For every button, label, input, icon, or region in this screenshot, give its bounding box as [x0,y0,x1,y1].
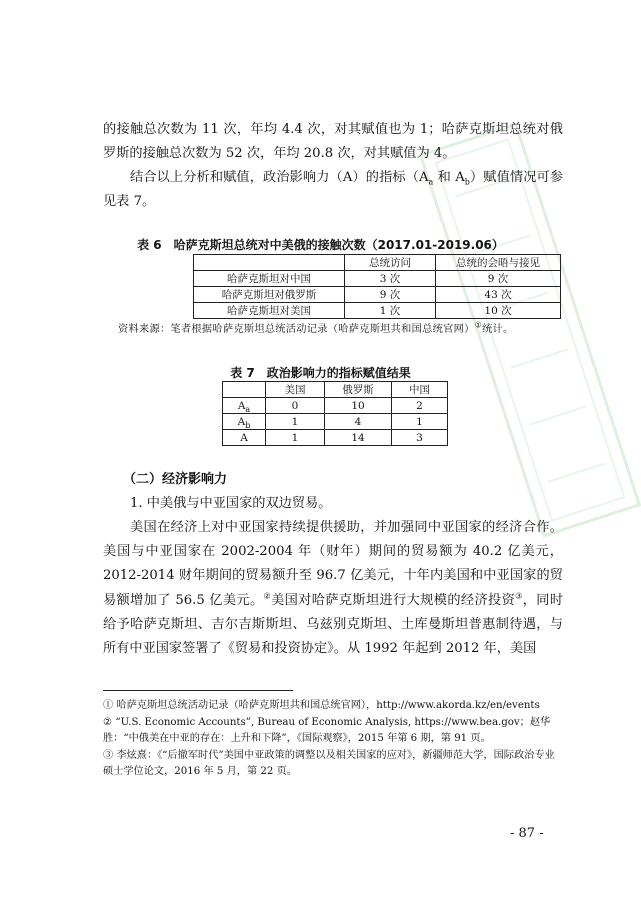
paragraph-1: 的接触总次数为 11 次，年均 4.4 次，对其赋值也为 1；哈萨克斯坦总统对俄罗斯的接触总次数为 52 次，年均 20.8 次，对其赋值为 4。 [103,122,563,162]
table-cell: 4 [325,414,392,430]
table-cell: 中国 [392,382,448,398]
table-cell: 9 次 [345,287,436,303]
table-cell: 俄罗斯 [325,382,392,398]
table-cell: 10 次 [436,303,561,319]
table-row [194,255,561,271]
table-row [223,398,448,414]
table-cell: 哈萨克斯坦对中国 [194,271,345,287]
section-heading: （二）经济影响力 [123,472,228,487]
table-cell: 43 次 [436,287,561,303]
table-row [194,271,561,287]
table-cell: 哈萨克斯坦对美国 [194,303,345,319]
table-cell: $A_b$ [223,414,266,430]
table-row [194,303,561,319]
paragraph-4: 美国在经济上对中亚国家持续提供援助，并加强同中亚国家的经济合作。美国与中亚国家在 2002-2004 年（财年）期间的贸易额为 40.2 亿美元，2012-2014 财年期间的贸易额升至 96.7 亿美元，十年内美国和中亚国家的贸易额增加了 56.5 亿美元。②美国对哈萨克斯坦进行大规模的经济投资③，同时给予哈萨克斯坦、吉尔吉斯斯坦、乌兹别克斯坦、土库曼斯坦普惠制待遇，与所有中亚国家签署了《贸易和投资协定》。从 1992 年起到 2012 年，美国 [103,520,564,657]
table-cell [194,255,345,271]
table-cell [223,382,266,398]
table-cell: 3 次 [345,271,436,287]
footnotes [103,698,563,781]
table-cell: 9 次 [436,271,561,287]
table-cell: 1 [392,414,448,430]
footnote-3: ③ 李炫熹：《“后撤军时代”美国中亚政策的调整以及相关国家的应对》，新疆师范大学，国际政治专业硕士学位论文，2016 年 5 月，第 22 页。 [103,749,555,778]
table-6-caption: 表 6 哈萨克斯坦总统对中美俄的接触次数（2017.01-2019.06） [137,238,504,252]
table-cell: 总统访问 [345,255,436,271]
table-row [223,430,448,446]
table-cell: 10 [325,398,392,414]
table-cell: 美国 [266,382,325,398]
table-cell: 1 [266,430,325,446]
table-6 [193,254,561,319]
table-row [223,414,448,430]
table-7 [222,381,448,446]
table-cell: 哈萨克斯坦对俄罗斯 [194,287,345,303]
table-row [223,382,448,398]
table-cell: A [223,430,266,446]
page-number: - 87 - [510,826,544,841]
footnote-2: ② “U.S. Economic Accounts”, Bureau of Economic Analysis, https://www.bea.gov；赵华胜：“中俄美在中亚的存在：上升和下降”，《国际观察》，2015 年第 6 期，第 91 页。 [103,716,551,745]
subsection-heading: 1. 中美俄与中亚国家的双边贸易。 [130,496,332,511]
table-row [194,287,561,303]
table-7-caption: 表 7 政治影响力的指标赋值结果 [230,366,411,380]
paragraph-2: 结合以上分析和赋值，政治影响力（A）的指标（$A_a$ 和 $A_b$）赋值情况可参见表 7。 [103,170,564,210]
table-cell: 0 [266,398,325,414]
table-cell: 14 [325,430,392,446]
table-cell: 2 [392,398,448,414]
table-cell: $A_a$ [223,398,266,414]
table-cell: 1 次 [345,303,436,319]
footnote-1: ① 哈萨克斯坦总统活动记录（哈萨克斯坦共和国总统官网），http://www.akorda.kz/en/events [103,700,540,711]
table-6-source: 资料来源：笔者根据哈萨克斯坦总统活动记录（哈萨克斯坦共和国总统官网）①统计。 [118,320,514,335]
footnote-divider [103,690,293,691]
table-cell: 1 [266,414,325,430]
table-cell: 总统的会晤与接见 [436,255,561,271]
table-cell: 3 [392,430,448,446]
